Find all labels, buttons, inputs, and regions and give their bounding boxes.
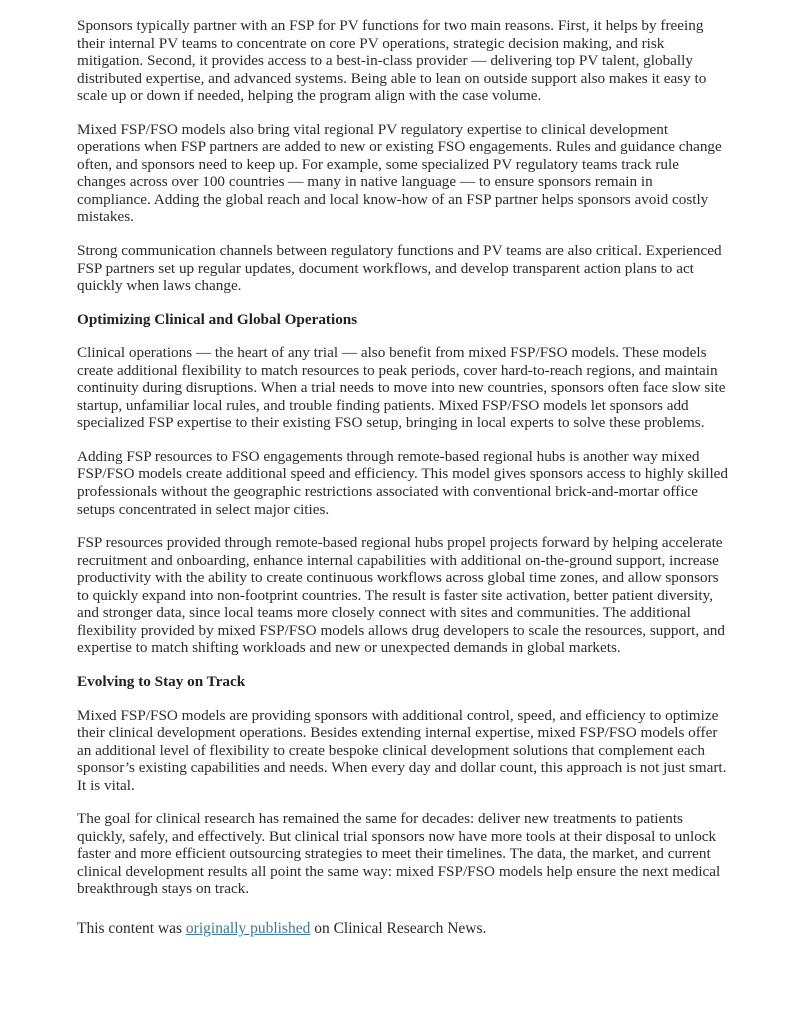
originally-published-link[interactable]: originally published [185,919,311,937]
paragraph-communication: Strong communication channels between regulatory functions and PV teams are also critical. Experienced FSP partners set up regular updates, document workflows, and develop transparent action plans to act quickly when laws change. [77,242,722,295]
heading-optimizing-operations: Optimizing Clinical and Global Operations [77,310,358,328]
paragraph-mixed-models: Mixed FSP/FSO models are providing sponsors with additional control, speed, and efficiency to optimize their clinical development operations. Besides extending internal expertise, mixed FSP/FSO models offer an additional level of flexibility to create bespoke clinical development solutions that complement each sponsor’s existing capabilities and needs. When every day and dollar count, this approach is not just smart. It is vital. [77,706,727,794]
paragraph-regional-hubs: Adding FSP resources to FSO engagements through remote-based regional hubs is another way mixed FSP/FSO models create additional speed and efficiency. This model gives sponsors access to highly skilled professionals without the geographic restrictions associated with conventional brick-and-mortar office setups concentrated in select major cities. [77,447,728,518]
publication-credit [77,920,729,938]
paragraph-fsp-resources: FSP resources provided through remote-based regional hubs propel projects forward by helping accelerate recruitment and onboarding, enhance internal capabilities with additional on-the-ground support, increase productivity with the ability to create continuous workflows across global time zones, and allow sponsors to quickly expand into non-footprint countries. The result is faster site activation, better patient diversity, and stronger data, since local teams more closely connect with sites and communities. The additional flexibility provided by mixed FSP/FSO models allows drug developers to scale the resources, support, and expertise to match shifting workloads and new or unexpected demands in global markets. [77,534,725,657]
paragraph-goal: The goal for clinical research has remained the same for decades: deliver new treatments to patients quickly, safely, and effectively. But clinical trial sponsors now have more tools at their disposal to unlock faster and more efficient outsourcing strategies to meet their timelines. The data, the market, and current clinical development results all point the same way: mixed FSP/FSO models help ensure the next medical breakthrough stays on track. [77,810,721,898]
credit-suffix: on Clinical Research News. [310,919,487,937]
paragraph-clinical-operations: Clinical operations — the heart of any trial — also benefit from mixed FSP/FSO models. These models create additional flexibility to match resources to peak periods, cover hard-to-reach regions, and maintain continuity during disruptions. When a trial needs to move into new countries, sponsors often face slow site startup, unfamiliar local rules, and trouble finding patients. Mixed FSP/FSO models let sponsors add specialized FSP expertise to their existing FSO setup, bringing in local experts to solve these problems. [77,344,726,432]
credit-prefix: This content was [77,919,186,937]
paragraph-pv-regulatory: Mixed FSP/FSO models also bring vital regional PV regulatory expertise to clinical development operations when FSP partners are added to new or existing FSO engagements. Rules and guidance change often, and sponsors need to keep up. For example, some specialized PV regulatory teams track rule changes across over 100 countries — many in native language — to ensure sponsors remain in compliance. Adding the global reach and local know-how of an FSP partner helps sponsors avoid costly mistakes. [77,120,722,226]
paragraph-pv-reasons: Sponsors typically partner with an FSP for PV functions for two main reasons. First, it helps by freeing their internal PV teams to concentrate on core PV operations, strategic decision making, and risk mitigation. Second, it provides access to a best-in-class provider — delivering top PV talent, globally distributed expertise, and advanced systems. Being able to lean on outside support also makes it easy to scale up or down if needed, helping the program align with the case volume. [77,17,707,105]
heading-evolving: Evolving to Stay on Track [77,672,246,690]
article-body [77,17,729,954]
